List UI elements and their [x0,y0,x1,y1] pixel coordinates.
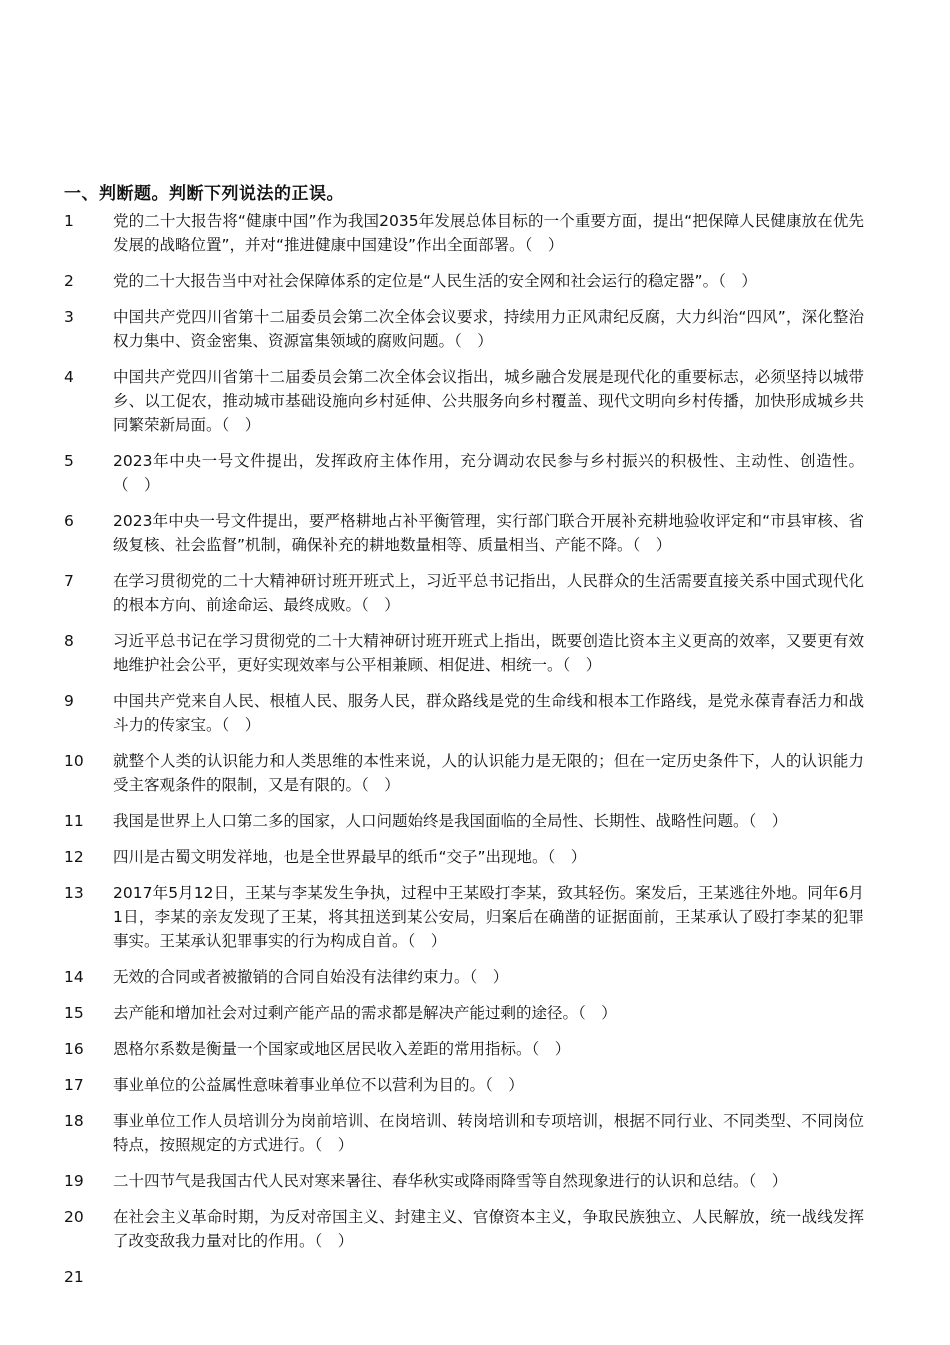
question-text: 恩格尔系数是衡量一个国家或地区居民收入差距的常用指标。（ ） [113,1040,571,1058]
question-number: 14 [64,968,84,986]
question-number: 1 [64,212,74,230]
question-text: 中国共产党来自人民、根植人民、服务人民，群众路线是党的生命线和根本工作路线，是党永葆青春活力和战斗力的传家宝。（ ） [113,692,864,734]
question-item [64,809,864,833]
question-item [64,209,864,257]
question-text: 中国共产党四川省第十二届委员会第二次全体会议指出，城乡融合发展是现代化的重要标志，必须坚持以城带乡、以工促农，推动城市基础设施向乡村延伸、公共服务向乡村覆盖、现代文明向乡村传播，加快形成城乡共同繁荣新局面。（ ） [113,368,864,434]
question-item [64,305,864,353]
question-text: 在学习贯彻党的二十大精神研讨班开班式上，习近平总书记指出，人民群众的生活需要直接关系中国式现代化的根本方向、前途命运、最终成败。（ ） [113,572,864,614]
question-text: 2017年5月12日，王某与李某发生争执，过程中王某殴打李某，致其轻伤。案发后，王某逃往外地。同年6月1日，李某的亲友发现了王某，将其扭送到某公安局，归案后在确凿的证据面前，王某承认了殴打李某的犯罪事实。王某承认犯罪事实的行为构成自首。（ ） [113,884,864,950]
question-text: 就整个人类的认识能力和人类思维的本性来说，人的认识能力是无限的；但在一定历史条件下，人的认识能力受主客观条件的限制，又是有限的。（ ） [113,752,864,794]
question-number: 18 [64,1112,84,1130]
question-number: 8 [64,632,74,650]
question-item [64,845,864,869]
question-number: 10 [64,752,84,770]
question-text: 党的二十大报告将“健康中国”作为我国2035年发展总体目标的一个重要方面，提出“把保障人民健康放在优先发展的战略位置”，并对“推进健康中国建设”作出全面部署。（ ） [113,212,864,254]
section-title: 一、判断题。判断下列说法的正误。 [64,184,344,204]
question-item [64,449,864,497]
question-text: 2023年中央一号文件提出，发挥政府主体作用，充分调动农民参与乡村振兴的积极性、主动性、创造性。（ ） [113,452,864,494]
question-item [64,965,864,989]
question-number: 9 [64,692,74,710]
question-item [64,1001,864,1025]
question-text: 党的二十大报告当中对社会保障体系的定位是“人民生活的安全网和社会运行的稳定器”。（ ） [113,272,757,290]
question-number: 16 [64,1040,84,1058]
question-number: 19 [64,1172,84,1190]
question-item [64,1169,864,1193]
question-number: 6 [64,512,74,530]
question-number: 13 [64,884,84,902]
question-number: 5 [64,452,74,470]
question-item [64,1205,864,1253]
question-number: 4 [64,368,74,386]
question-text: 习近平总书记在学习贯彻党的二十大精神研讨班开班式上指出，既要创造比资本主义更高的效率，又要更有效地维护社会公平，更好实现效率与公平相兼顾、相促进、相统一。（ ） [113,632,864,674]
question-number: 20 [64,1208,84,1226]
question-text: 去产能和增加社会对过剩产能产品的需求都是解决产能过剩的途径。（ ） [113,1004,617,1022]
question-text: 四川是古蜀文明发祥地，也是全世界最早的纸币“交子”出现地。（ ） [113,848,587,866]
question-text: 2023年中央一号文件提出，要严格耕地占补平衡管理，实行部门联合开展补充耕地验收评定和“市县审核、省级复核、社会监督”机制，确保补充的耕地数量相等、质量相当、产能不降。（ ） [113,512,864,554]
question-text: 二十四节气是我国古代人民对寒来暑往、春华秋实或降雨降雪等自然现象进行的认识和总结。（ ） [113,1172,788,1190]
question-number: 15 [64,1004,84,1022]
question-number: 2 [64,272,74,290]
question-item [64,749,864,797]
question-item [64,569,864,617]
question-text: 事业单位的公益属性意味着事业单位不以营利为目的。（ ） [113,1076,524,1094]
question-number: 21 [64,1268,84,1286]
question-number: 11 [64,812,84,830]
question-number: 7 [64,572,74,590]
question-item [64,629,864,677]
question-text: 中国共产党四川省第十二届委员会第二次全体会议要求，持续用力正风肃纪反腐，大力纠治“四风”，深化整治权力集中、资金密集、资源富集领域的腐败问题。（ ） [113,308,864,350]
question-item [64,1073,864,1097]
question-item [64,269,864,293]
question-text: 无效的合同或者被撤销的合同自始没有法律约束力。（ ） [113,968,509,986]
question-number: 12 [64,848,84,866]
question-list [64,209,864,1301]
question-text: 在社会主义革命时期，为反对帝国主义、封建主义、官僚资本主义，争取民族独立、人民解放，统一战线发挥了改变敌我力量对比的作用。（ ） [113,1208,864,1250]
question-text: 事业单位工作人员培训分为岗前培训、在岗培训、转岗培训和专项培训，根据不同行业、不同类型、不同岗位特点，按照规定的方式进行。（ ） [113,1112,864,1154]
question-item [64,881,864,953]
question-item [64,1037,864,1061]
question-text: 我国是世界上人口第二多的国家，人口问题始终是我国面临的全局性、长期性、战略性问题。（ ） [113,812,788,830]
question-number: 3 [64,308,74,326]
question-number: 17 [64,1076,84,1094]
question-item [64,689,864,737]
question-item [64,1265,864,1289]
question-item [64,365,864,437]
question-item [64,1109,864,1157]
question-item [64,509,864,557]
